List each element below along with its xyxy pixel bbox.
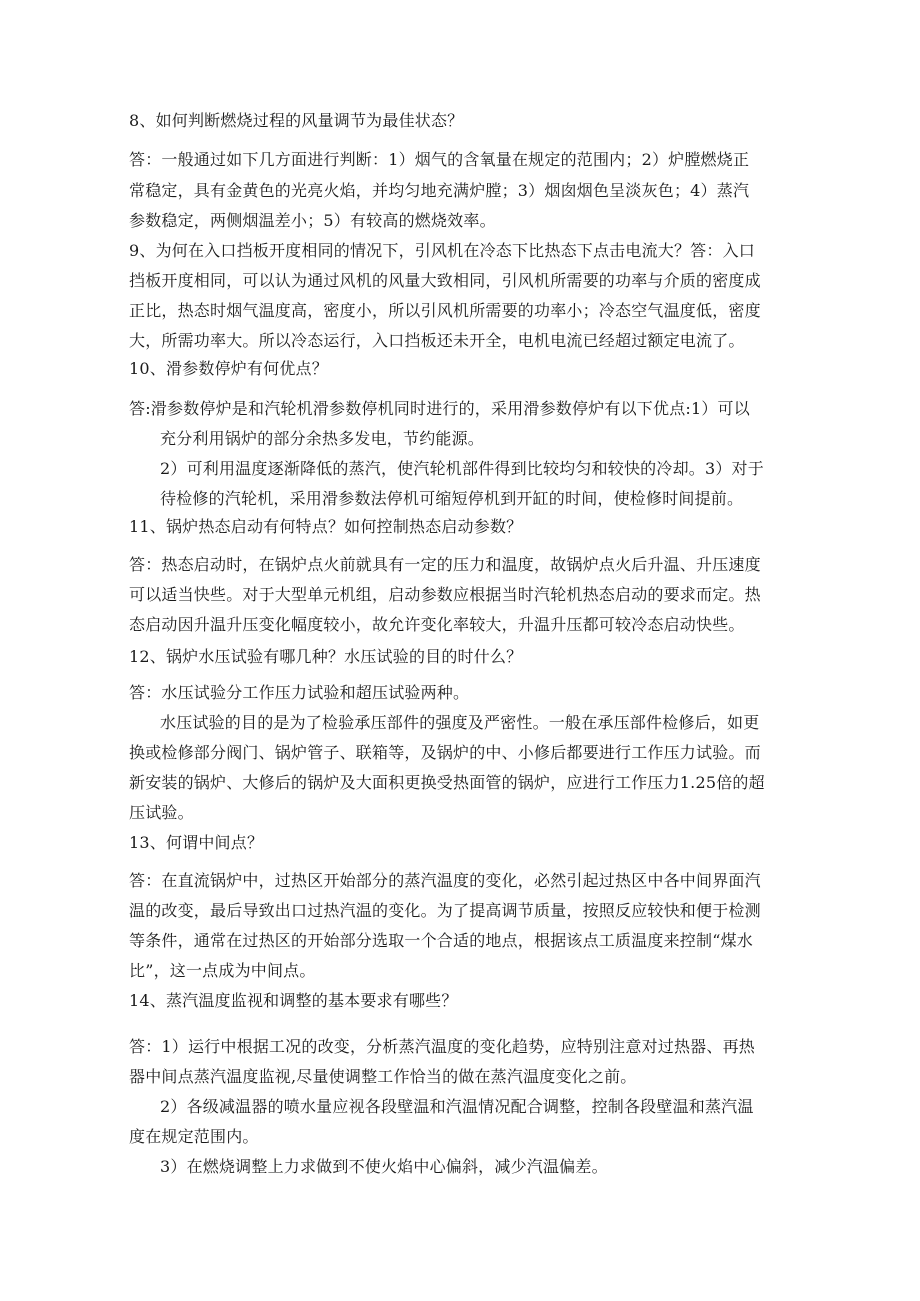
answer-10-line-1: 答:滑参数停炉是和汽轮机滑参数停机同时进行的，采用滑参数停炉有以下优点:1）可以 xyxy=(129,399,750,418)
question-14: 14、蒸汽温度监视和调整的基本要求有哪些？ xyxy=(129,991,458,1010)
answer-12-line-5: 压试验。 xyxy=(129,803,194,822)
answer-13-line-2: 温的改变，最后导致出口过热汽温的变化。为了提高调节质量，按照反应较快和便于检测 xyxy=(129,901,761,920)
answer-13-line-1: 答：在直流锅炉中，过热区开始部分的蒸汽温度的变化，必然引起过热区中各中间界面汽 xyxy=(129,871,761,890)
answer-8-line-1: 答：一般通过如下几方面进行判断：1）烟气的含氧量在规定的范围内；2）炉膛燃烧正 xyxy=(129,150,750,169)
answer-11-line-2: 可以适当快些。对于大型单元机组，启动参数应根据当时汽轮机热态启动的要求而定。热 xyxy=(129,585,761,604)
question-9: 9、为何在入口挡板开度相同的情况下，引风机在冷态下比热态下点击电流大？答：入口 xyxy=(129,241,755,260)
answer-10-line-2: 充分利用锅炉的部分余热多发电，节约能源。 xyxy=(160,429,485,448)
answer-11-line-1: 答：热态启动时，在锅炉点火前就具有一定的压力和温度，故锅炉点火后升温、升压速度 xyxy=(129,555,761,574)
question-10: 10、滑参数停炉有何优点？ xyxy=(129,359,328,378)
answer-9-line-2: 正比，热态时烟气温度高，密度小，所以引风机所需要的功率小；冷态空气温度低，密度 xyxy=(129,301,761,320)
answer-12-line-1: 答：水压试验分工作压力试验和超压试验两种。 xyxy=(129,683,470,702)
answer-12-line-3: 换或检修部分阀门、锅炉管子、联箱等，及锅炉的中、小修后都要进行工作压力试验。而 xyxy=(129,743,761,762)
answer-14-line-3: 2）各级减温器的喷水量应视各段壁温和汽温情况配合调整，控制各段壁温和蒸汽温 xyxy=(160,1097,754,1116)
answer-8-line-2: 常稳定，具有金黄色的光亮火焰，并均匀地充满炉膛；3）烟囱烟色呈淡灰色；4）蒸汽 xyxy=(129,181,750,200)
answer-12-line-4: 新安装的锅炉、大修后的锅炉及大面积更换受热面管的锅炉，应进行工作压力1.25倍的超 xyxy=(129,773,765,792)
answer-14-line-1: 答：1）运行中根据工况的改变，分析蒸汽温度的变化趋势，应特别注意对过热器、再热 xyxy=(129,1037,755,1056)
answer-13-line-4: 比”，这一点成为中间点。 xyxy=(129,961,316,980)
question-12: 12、锅炉水压试验有哪几种？水压试验的目的时什么？ xyxy=(129,647,523,666)
answer-10-line-4: 待检修的汽轮机，采用滑参数法停机可缩短停机到开缸的时间，使检修时间提前。 xyxy=(160,489,744,508)
question-8: 8、如何判断燃烧过程的风量调节为最佳状态？ xyxy=(129,111,464,130)
answer-9-line-1: 挡板开度相同，可以认为通过风机的风量大致相同，引风机所需要的功率与介质的密度成 xyxy=(129,271,761,290)
answer-12-line-2: 水压试验的目的是为了检验承压部件的强度及严密性。一般在承压部件检修后，如更 xyxy=(160,713,760,732)
answer-9-line-3: 大，所需功率大。所以冷态运行，入口挡板还未开全，电机电流已经超过额定电流了。 xyxy=(129,331,745,350)
answer-14-line-5: 3）在燃烧调整上力求做到不使火焰中心偏斜，减少汽温偏差。 xyxy=(160,1157,608,1176)
answer-8-line-3: 参数稳定，两侧烟温差小；5）有较高的燃烧效率。 xyxy=(129,211,496,230)
question-13: 13、何谓中间点？ xyxy=(129,833,264,852)
answer-11-line-3: 态启动因升温升压变化幅度较小，故允许变化率较大，升温升压都可较冷态启动快些。 xyxy=(129,615,745,634)
answer-10-line-3: 2）可利用温度逐渐降低的蒸汽，使汽轮机部件得到比较均匀和较快的冷却。3）对于 xyxy=(160,459,764,478)
answer-13-line-3: 等条件，通常在过热区的开始部分选取一个合适的地点，根据该点工质温度来控制“煤水 xyxy=(129,931,753,950)
question-11: 11、锅炉热态启动有何特点？如何控制热态启动参数？ xyxy=(129,517,523,536)
answer-14-line-2: 器中间点蒸汽温度监视,尽量使调整工作恰当的做在蒸汽温度变化之前。 xyxy=(129,1067,637,1086)
answer-14-line-4: 度在规定范围内。 xyxy=(129,1127,259,1146)
